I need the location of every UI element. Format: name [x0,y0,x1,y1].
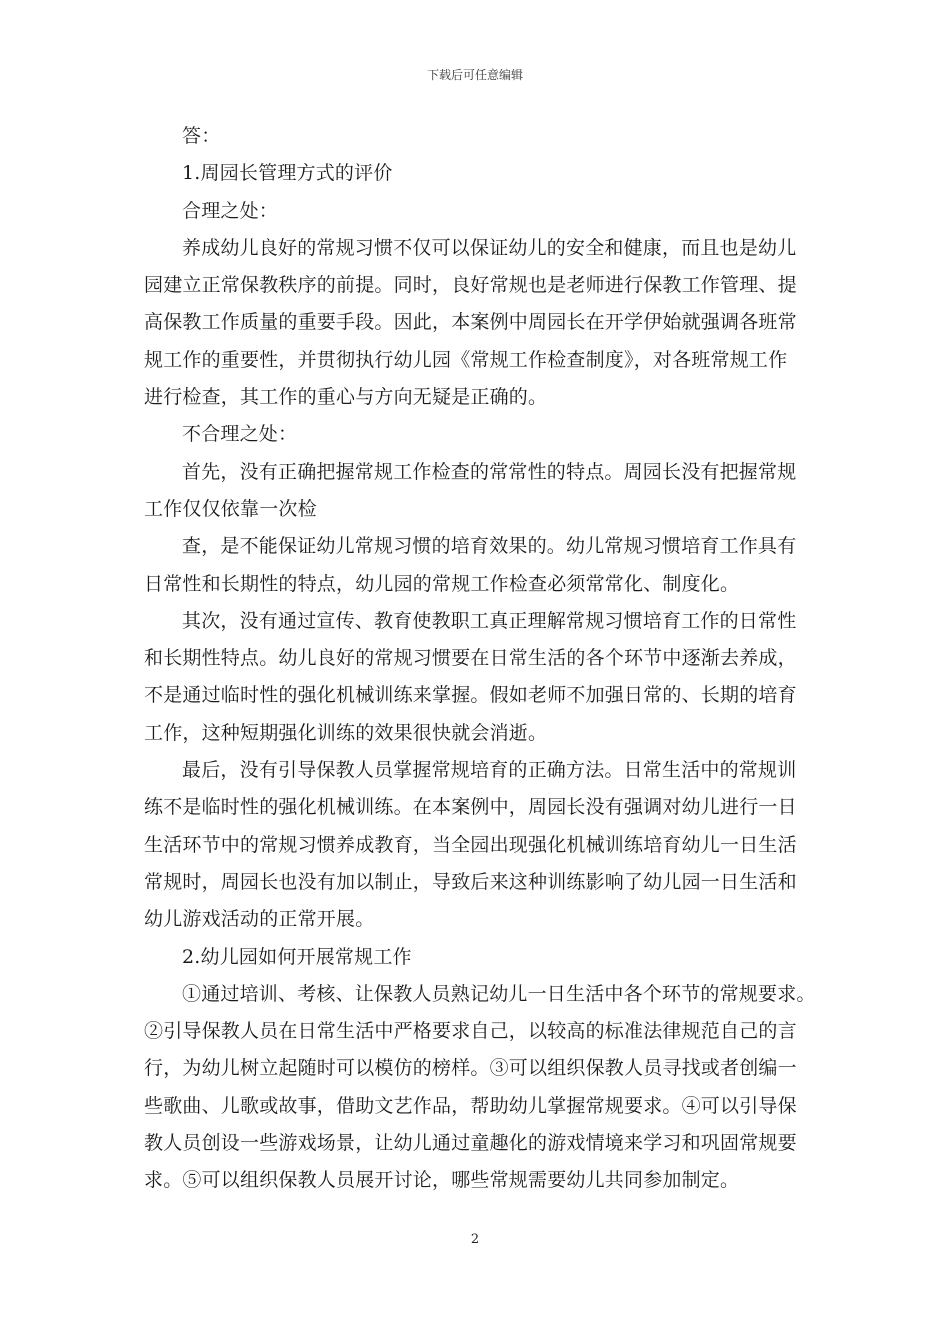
text-line: 规工作的重要性，并贯彻执行幼儿园《常规工作检查制度》，对各班常规工作 [144,348,788,371]
page-header: 下载后可任意编辑 [426,68,523,82]
text-line: 合理之处： [182,199,279,222]
text-line: 养成幼儿良好的常规习惯不仅可以保证幼儿的安全和健康，而且也是幼儿 [182,236,797,259]
text-line: ①通过培训、考核、让保教人员熟记幼儿一日生活中各个环节的常规要求。 [182,982,816,1005]
text-line: 最后，没有引导保教人员掌握常规培育的正确方法。日常生活中的常规训 [182,759,797,782]
text-line: 和长期性特点。幼儿良好的常规习惯要在日常生活的各个环节中逐渐去养成， [144,647,797,670]
text-line: 幼儿游戏活动的正常开展。 [144,908,375,931]
text-line: 首先，没有正确把握常规工作检查的常常性的特点。周园长没有把握常规 [182,460,797,483]
text-line: 行，为幼儿树立起随时可以模仿的榜样。③可以组织保教人员寻找或者创编一 [144,1057,797,1080]
text-line: ②引导保教人员在日常生活中严格要求自己，以较高的标准法律规范自己的言 [144,1020,797,1043]
text-line: 生活环节中的常规习惯养成教育，当全园出现强化机械训练培育幼儿一日生活 [144,833,797,856]
text-line: 求。⑤可以组织保教人员展开讨论，哪些常规需要幼儿共同参加制定。 [144,1169,740,1192]
text-line: 工作，这种短期强化训练的效果很快就会消逝。 [144,721,548,744]
text-line: 日常性和长期性的特点，幼儿园的常规工作检查必须常常化、制度化。 [144,572,740,595]
text-line: 答： [182,125,221,147]
text-line: 些歌曲、儿歌或故事，借助文艺作品，帮助幼儿掌握常规要求。④可以引导保 [144,1094,797,1117]
text-line: 高保教工作质量的重要手段。因此，本案例中周园长在开学伊始就强调各班常 [144,311,797,334]
page-number: 2 [470,1232,480,1247]
text-line: 2.幼儿园如何开展常规工作 [182,945,412,968]
text-line: 其次，没有通过宣传、教育使教职工真正理解常规习惯培育工作的日常性 [182,609,797,632]
text-line: 不是通过临时性的强化机械训练来掌握。假如老师不加强日常的、长期的培育 [144,684,797,707]
text-line: 常规时，周园长也没有加以制止，导致后来这种训练影响了幼儿园一日生活和 [144,870,797,893]
text-line: 教人员创设一些游戏场景，让幼儿通过童趣化的游戏情境来学习和巩固常规要 [144,1132,797,1155]
text-line: 工作仅仅依靠一次检 [144,497,317,520]
text-line: 不合理之处： [182,423,298,446]
text-line: 园建立正常保教秩序的前提。同时，良好常规也是老师进行保教工作管理、提 [144,274,797,297]
text-line: 进行检查，其工作的重心与方向无疑是正确的。 [144,386,548,409]
text-line: 查，是不能保证幼儿常规习惯的培育效果的。幼儿常规习惯培育工作具有 [182,535,797,558]
document-body [144,118,816,1200]
text-line: 1.周园长管理方式的评价 [182,162,393,185]
text-line: 练不是临时性的强化机械训练。在本案例中，周园长没有强调对幼儿进行一日 [144,796,797,819]
